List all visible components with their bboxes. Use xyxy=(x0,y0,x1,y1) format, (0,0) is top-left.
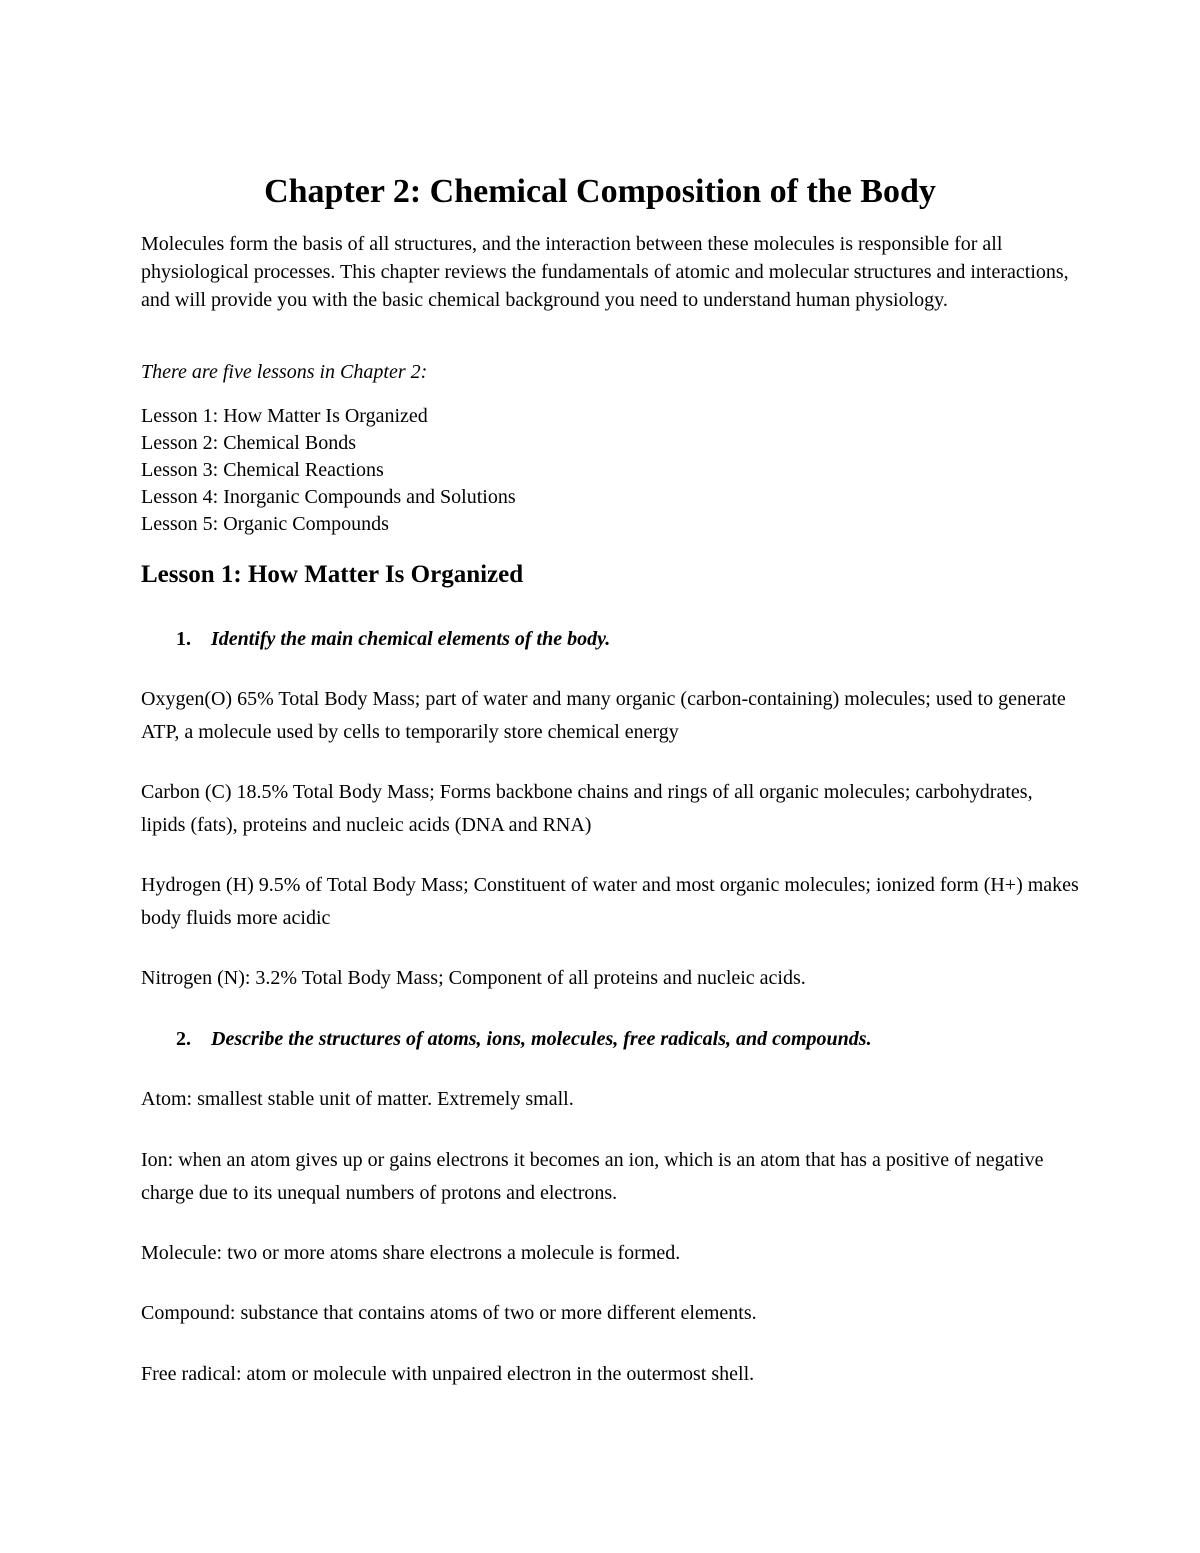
lesson-list-item: Lesson 4: Inorganic Compounds and Solutions xyxy=(141,486,516,508)
chapter-title: Chapter 2: Chemical Composition of the Body xyxy=(264,173,936,210)
element-carbon: Carbon (C) 18.5% Total Body Mass; Forms backbone chains and rings of all organic molecules; carbohydrates, lipids (fats), proteins and nucleic acids (DNA and RNA) xyxy=(141,781,1033,836)
definition-molecule: Molecule: two or more atoms share electrons a molecule is formed. xyxy=(141,1242,681,1264)
definition-ion: Ion: when an atom gives up or gains electrons it becomes an ion, which is an atom that has a positive of negative charge due to its unequal numbers of protons and electrons. xyxy=(141,1149,1044,1204)
definition-free-radical: Free radical: atom or molecule with unpaired electron in the outermost shell. xyxy=(141,1363,755,1385)
lessons-intro: There are five lessons in Chapter 2: xyxy=(141,361,428,383)
lesson-list-item: Lesson 5: Organic Compounds xyxy=(141,513,389,535)
objective-number: 2. xyxy=(176,1028,191,1050)
lesson-list-item: Lesson 1: How Matter Is Organized xyxy=(141,405,428,427)
element-nitrogen: Nitrogen (N): 3.2% Total Body Mass; Component of all proteins and nucleic acids. xyxy=(141,967,806,989)
lesson-list xyxy=(141,403,516,538)
element-oxygen: Oxygen(O) 65% Total Body Mass; part of water and many organic (carbon-containing) molecules; used to generate ATP, a molecule used by cells to temporarily store chemical energy xyxy=(141,688,1066,743)
definition-compound: Compound: substance that contains atoms of two or more different elements. xyxy=(141,1302,757,1324)
chapter-intro: Molecules form the basis of all structures, and the interaction between these molecules is responsible for all physiological processes. This chapter reviews the fundamentals of atomic and molecular structures and interactions, and will provide you with the basic chemical background you need to understand human physiology. xyxy=(141,233,1069,311)
lesson-1-heading: Lesson 1: How Matter Is Organized xyxy=(141,561,524,588)
objective-2 xyxy=(176,1025,872,1053)
objective-text: Describe the structures of atoms, ions, molecules, free radicals, and compounds. xyxy=(211,1028,872,1050)
objective-number: 1. xyxy=(176,628,191,650)
element-hydrogen: Hydrogen (H) 9.5% of Total Body Mass; Constituent of water and most organic molecules; ionized form (H+) makes body fluids more acidic xyxy=(141,874,1079,929)
lesson-list-item: Lesson 2: Chemical Bonds xyxy=(141,432,356,454)
objective-1 xyxy=(176,625,610,653)
objective-text: Identify the main chemical elements of the body. xyxy=(211,628,611,650)
definition-atom: Atom: smallest stable unit of matter. Extremely small. xyxy=(141,1088,574,1110)
lesson-list-item: Lesson 3: Chemical Reactions xyxy=(141,459,384,481)
